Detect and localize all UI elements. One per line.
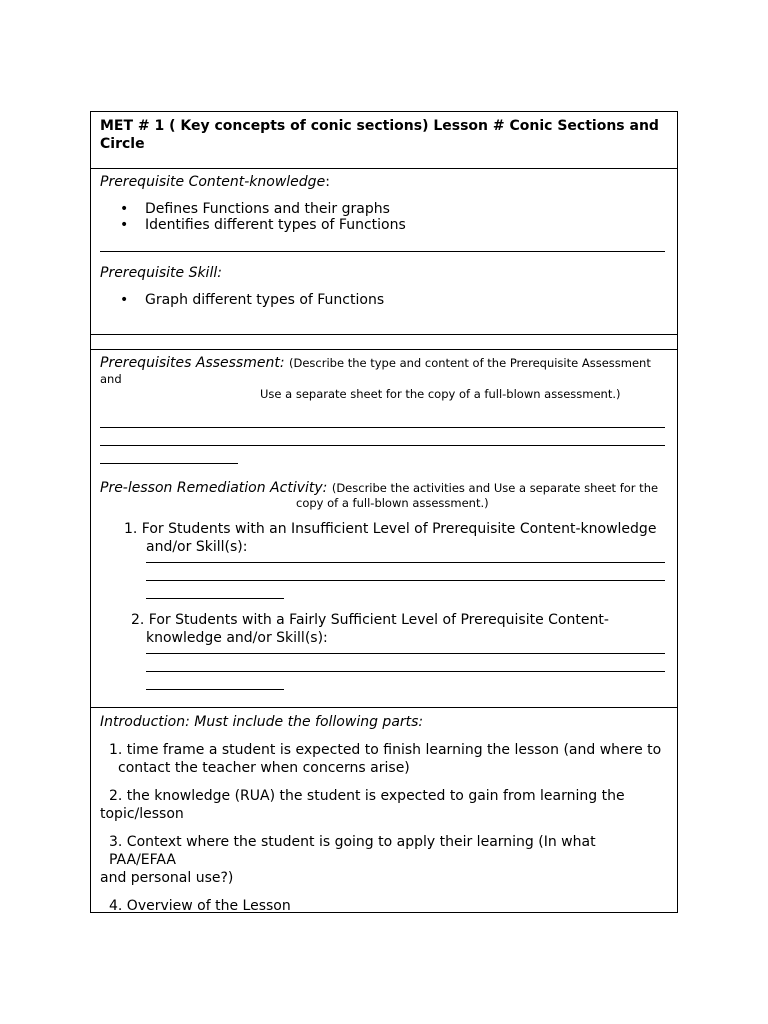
header-title-line2: Circle [100,136,145,152]
header-title-line1: MET # 1 ( Key concepts of conic sections) Lesson # Conic Sections and [100,118,659,134]
introduction-part-4: 4. Overview of the Lesson [109,898,291,914]
remediation-label: Pre-lesson Remediation Activity: [100,480,328,496]
bullet-icon: • [120,201,129,217]
remediation-item-2-line2: knowledge and/or Skill(s): [146,630,328,646]
lesson-plan-table [90,111,678,913]
assessment-heading [100,355,665,387]
introduction-row [91,707,677,912]
header-row [91,112,677,168]
list-item [100,217,665,233]
list-item [100,292,665,308]
skill-list [100,292,665,308]
assessment-note-line1: (Describe the type and content of the Prerequisite Assessment and [100,356,651,386]
blank-line [146,580,665,581]
remediation-item-2-line1: 2. For Students with a Fairly Sufficient Level of Prerequisite Content- [131,612,609,628]
blank-line [146,671,665,672]
remediation-item-2-answer [131,653,665,690]
blank-line [146,598,284,599]
remediation-item-2 [100,611,665,690]
list-item-text: Graph different types of Functions [145,292,385,308]
blank-line [146,653,665,654]
list-item-text: Identifies different types of Functions [145,217,406,233]
content-knowledge-list [100,201,665,233]
prerequisite-row [91,168,677,334]
introduction-part-3-line1: 3. Context where the student is going to apply their learning (In what PAA/EFAA [109,834,596,868]
remediation-note-line2: copy of a full-blown assessment.) [296,496,489,510]
introduction-part-1-line2: contact the teacher when concerns arise) [118,760,410,776]
blank-line [100,463,238,464]
introduction-part-2-line2: topic/lesson [100,806,184,822]
introduction-part-1-line1: 1. time frame a student is expected to finish learning the lesson (and where to [109,742,662,758]
blank-line [146,562,665,563]
prerequisite-content-label: Prerequisite Content-knowledge [100,174,326,190]
blank-line [100,251,665,252]
prerequisite-skill-label: Prerequisite Skill: [100,265,222,281]
remediation-heading [100,480,665,496]
blank-line [100,427,665,428]
assessment-note-line2: Use a separate sheet for the copy of a full-blown assessment.) [260,387,621,401]
list-item-text: Defines Functions and their graphs [145,201,390,217]
bullet-icon: • [120,217,129,233]
introduction-label: Introduction: Must include the following parts: [100,714,424,730]
bullet-icon: • [120,292,129,308]
blank-line [100,445,665,446]
remediation-note-line1: (Describe the activities and Use a separate sheet for the [331,481,659,495]
blank-line [146,689,284,690]
remediation-item-1-answer [124,562,665,599]
remediation-item-1 [100,520,665,599]
prerequisite-content-colon: : [325,174,330,190]
remediation-item-1-line2: and/or Skill(s): [146,539,248,555]
introduction-part-2 [100,787,665,823]
introduction-part-3 [100,833,665,887]
remediation-item-1-line1: 1. For Students with an Insufficient Level of Prerequisite Content-knowledge [124,521,657,537]
introduction-part-3-line2: and personal use?) [100,870,234,886]
assessment-row [91,349,677,707]
prerequisite-content-heading [100,173,665,191]
introduction-part-1 [100,741,665,777]
spacer-row [91,334,677,349]
list-item [100,201,665,217]
assessment-label: Prerequisites Assessment: [100,355,285,371]
introduction-part-2-line1: 2. the knowledge (RUA) the student is expected to gain from learning the [109,788,625,804]
